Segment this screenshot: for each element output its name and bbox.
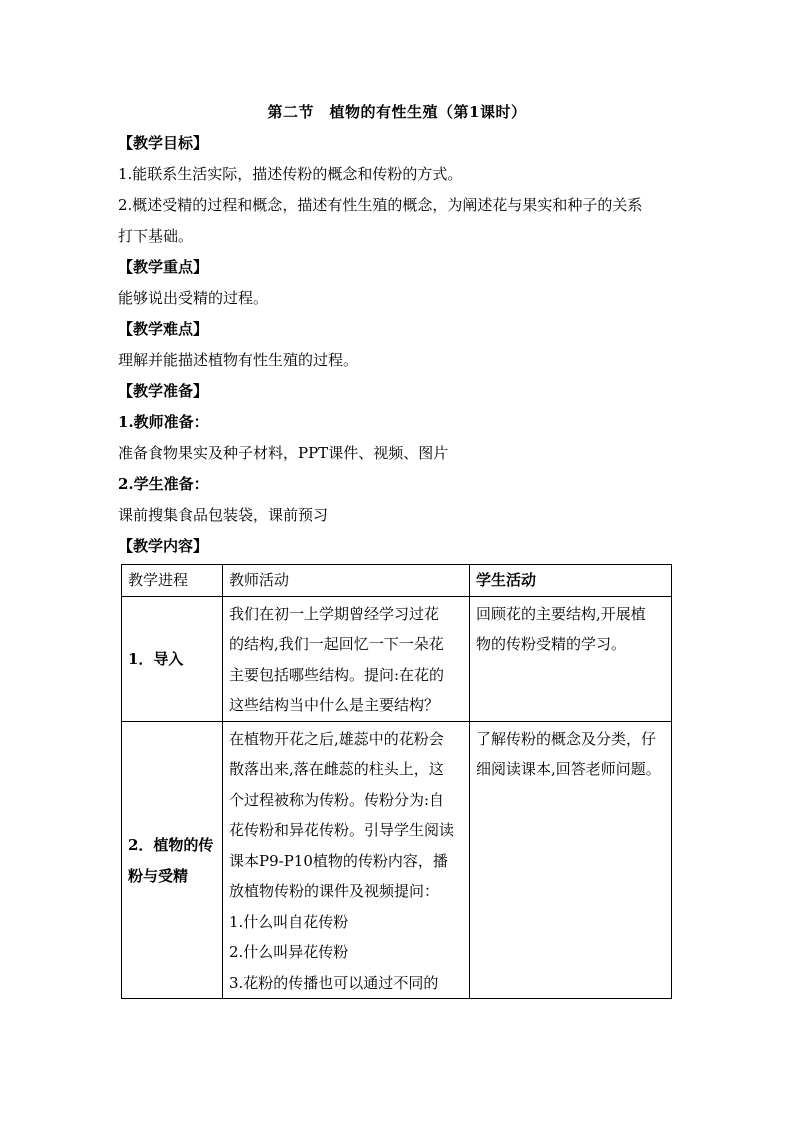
student-activity-cell bbox=[470, 721, 672, 999]
teacher-prep-text: 准备食物果实及种子材料，PPT课件、视频、图片 bbox=[118, 444, 449, 462]
cell-line: 课本P9-P10植物的传粉内容，播 bbox=[229, 851, 448, 870]
teacher-activity-cell bbox=[223, 721, 470, 999]
lesson-table bbox=[121, 564, 672, 999]
cell-line: 细阅读课本,回答老师问题。 bbox=[476, 760, 661, 778]
preparation-heading: 【教学准备】 bbox=[118, 382, 209, 400]
cell-line: 的结构,我们一起回忆一下一朵花 bbox=[229, 635, 444, 653]
stage-cell: 1．导入 bbox=[122, 596, 223, 721]
cell-line: 主要包括哪些结构。提问:在花的 bbox=[229, 665, 445, 684]
student-activity-cell bbox=[470, 596, 672, 721]
cell-line: 花传粉和异花传粉。引导学生阅读 bbox=[229, 821, 455, 839]
difficulties-text: 理解并能描述植物有性生殖的过程。 bbox=[118, 351, 359, 369]
objectives-heading: 【教学目标】 bbox=[118, 134, 209, 152]
cell-line: 这些结构当中什么是主要结构？ bbox=[229, 696, 440, 714]
cell-line: 1.什么叫自花传粉 bbox=[229, 912, 349, 931]
objective-item-2-continued: 打下基础。 bbox=[118, 227, 194, 245]
cell-line: 在植物开花之后,雄蕊中的花粉会 bbox=[229, 729, 444, 748]
cell-line: 散落出来,落在雌蕊的柱头上，这 bbox=[229, 760, 444, 778]
key-points-text: 能够说出受精的过程。 bbox=[118, 289, 269, 307]
student-prep-text: 课前搜集食品包装袋，课前预习 bbox=[118, 506, 329, 524]
column-header-student: 学生活动 bbox=[470, 565, 672, 597]
cell-line: 回顾花的主要结构,开展植 bbox=[476, 604, 646, 623]
cell-line: 我们在初一上学期曾经学习过花 bbox=[229, 604, 440, 623]
table-row bbox=[122, 596, 672, 721]
cell-line: 3.花粉的传播也可以通过不同的 bbox=[229, 973, 439, 992]
column-header-teacher: 教师活动 bbox=[223, 565, 470, 597]
column-header-stage: 教学进程 bbox=[122, 565, 223, 597]
table-header-row bbox=[122, 565, 672, 597]
stage-cell: 2．植物的传粉与受精 bbox=[122, 721, 223, 999]
teacher-activity-cell bbox=[223, 596, 470, 721]
cell-line: 放植物传粉的课件及视频提问： bbox=[229, 882, 440, 900]
content-heading: 【教学内容】 bbox=[118, 537, 209, 555]
teacher-prep-label: 1.教师准备： bbox=[118, 413, 209, 431]
table-row bbox=[122, 721, 672, 999]
student-prep-label: 2.学生准备： bbox=[118, 475, 209, 493]
page-title: 第二节 植物的有性生殖（第1课时） bbox=[267, 103, 527, 121]
key-points-heading: 【教学重点】 bbox=[118, 258, 209, 276]
cell-line: 物的传粉受精的学习。 bbox=[476, 635, 627, 653]
cell-line: 2.什么叫异花传粉 bbox=[229, 943, 349, 961]
cell-line: 个过程被称为传粉。传粉分为:自 bbox=[229, 790, 445, 809]
difficulties-heading: 【教学难点】 bbox=[118, 320, 209, 338]
cell-line: 了解传粉的概念及分类，仔 bbox=[476, 729, 657, 748]
objective-item-1: 1.能联系生活实际，描述传粉的概念和传粉的方式。 bbox=[118, 165, 463, 183]
objective-item-2: 2.概述受精的过程和概念，描述有性生殖的概念，为阐述花与果实和种子的关系 bbox=[118, 196, 643, 214]
